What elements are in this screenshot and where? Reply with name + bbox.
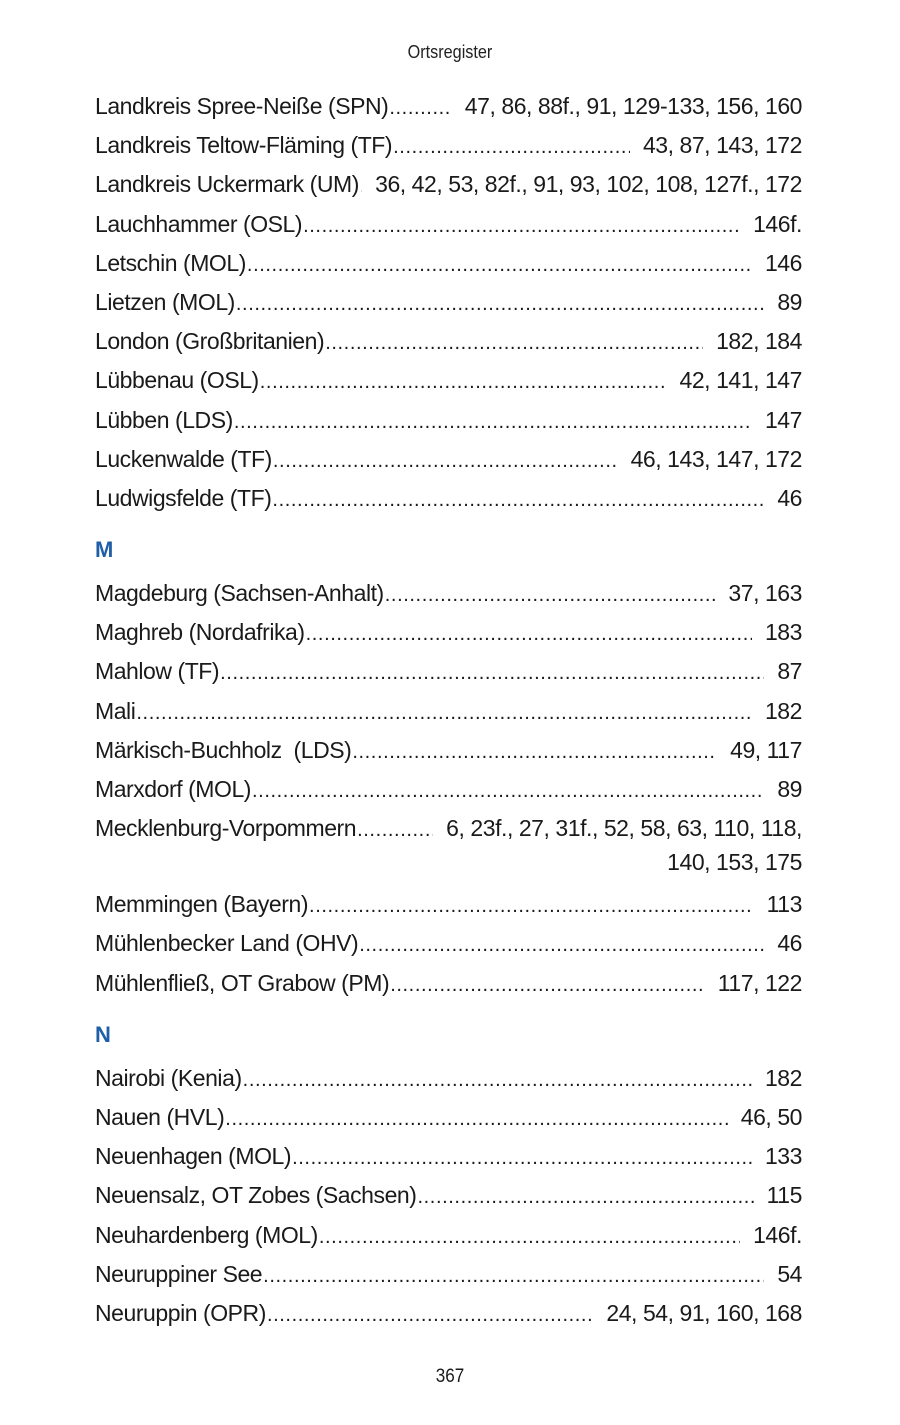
entry-name: Memmingen (Bayern) xyxy=(95,891,309,918)
entry-name: Lübbenau (OSL) xyxy=(95,367,259,394)
entry-name: London (Großbritanien) xyxy=(95,328,325,355)
dot-leader xyxy=(393,128,630,167)
entry-name: Mali xyxy=(95,697,136,724)
dot-leader xyxy=(352,733,717,772)
entry-name: Lauchhammer (OSL) xyxy=(95,210,303,237)
dot-leader xyxy=(243,1061,752,1100)
dot-leader xyxy=(325,324,703,363)
dot-leader xyxy=(136,694,752,733)
dot-leader xyxy=(252,772,764,811)
dot-leader xyxy=(292,1139,752,1178)
dot-leader xyxy=(225,1100,727,1139)
entry-name: Neuruppiner See xyxy=(95,1260,263,1287)
index-entry xyxy=(95,126,802,165)
entry-pages: 6, 23f., 27, 31f., 52, 58, 63, 110, 118, xyxy=(446,815,802,842)
entry-name: Landkreis Spree-Neiße (SPN) xyxy=(95,93,389,119)
entry-pages: 46 xyxy=(777,930,802,957)
entry-pages: 146f. xyxy=(753,210,802,237)
index-entry xyxy=(95,401,802,440)
index-entry xyxy=(95,1255,802,1294)
dot-leader xyxy=(389,89,451,128)
entry-pages: 47, 86, 88f., 91, 129-133, 156, 160 xyxy=(464,93,802,119)
entry-name: Mahlow (TF) xyxy=(95,658,220,685)
entry-name: Magdeburg (Sachsen-Anhalt) xyxy=(95,580,384,607)
dot-leader xyxy=(234,403,752,442)
entry-pages: 46 xyxy=(777,484,802,511)
entry-pages: 182 xyxy=(764,697,802,724)
entry-pages: 133 xyxy=(764,1143,802,1170)
index-entry xyxy=(95,1098,802,1137)
entry-pages: 182 xyxy=(764,1064,802,1091)
entry-name: Mühlenbecker Land (OHV) xyxy=(95,930,359,957)
index-entry xyxy=(95,283,802,322)
running-header: Ortsregister xyxy=(407,42,493,62)
page-number: 367 xyxy=(435,1366,465,1387)
entry-name: Letschin (MOL) xyxy=(95,249,246,276)
dot-leader xyxy=(220,654,764,693)
dot-leader xyxy=(263,1257,764,1296)
index-entry xyxy=(95,574,802,613)
entry-pages: 46, 143, 147, 172 xyxy=(630,445,802,472)
dot-leader xyxy=(359,926,764,965)
entry-pages-continued: 140, 153, 175 xyxy=(667,849,802,876)
entry-name: Luckenwalde (TF) xyxy=(95,445,272,472)
dot-leader xyxy=(309,887,754,926)
entry-name: Landkreis Uckermark (UM) xyxy=(95,171,359,198)
index-entry-multiline xyxy=(95,809,802,885)
entry-pages: 37, 163 xyxy=(728,580,802,607)
entry-name: Landkreis Teltow-Fläming (TF) xyxy=(95,132,393,159)
entry-pages: 87 xyxy=(777,658,802,685)
entry-pages: 89 xyxy=(777,288,802,315)
index-entry xyxy=(95,205,802,244)
index-entry xyxy=(95,479,802,518)
entry-name: Maghreb (Nordafrika) xyxy=(95,619,305,646)
dot-leader xyxy=(272,481,764,520)
entry-pages: 183 xyxy=(764,619,802,646)
index-content xyxy=(95,87,802,1333)
entry-pages: 182, 184 xyxy=(716,328,802,355)
index-entry xyxy=(95,613,802,652)
index-entry xyxy=(95,87,802,126)
entry-name: Neuensalz, OT Zobes (Sachsen) xyxy=(95,1182,417,1209)
entry-pages: 113 xyxy=(766,891,802,918)
entry-pages: 89 xyxy=(777,776,802,802)
index-entry xyxy=(95,692,802,731)
index-entry xyxy=(95,964,802,1003)
entry-name: Marxdorf (MOL) xyxy=(95,776,251,802)
index-entry xyxy=(95,1137,802,1176)
dot-leader xyxy=(267,1296,593,1335)
dot-leader xyxy=(260,363,667,402)
entry-pages: 46, 50 xyxy=(740,1103,802,1130)
index-entry xyxy=(95,770,802,809)
entry-pages: 49, 117 xyxy=(730,736,802,763)
entry-name: Mecklenburg-Vorpommern xyxy=(95,815,357,842)
dot-leader xyxy=(303,207,740,246)
dot-leader xyxy=(319,1218,740,1257)
dot-leader xyxy=(390,966,705,1005)
entry-pages: 42, 141, 147 xyxy=(679,367,802,394)
index-entry xyxy=(95,244,802,283)
entry-name: Lietzen (MOL) xyxy=(95,288,235,315)
entry-name: Neuruppin (OPR) xyxy=(95,1299,266,1326)
entry-pages: 146 xyxy=(764,249,802,276)
index-entry xyxy=(95,924,802,963)
entry-pages: 117, 122 xyxy=(717,969,802,996)
index-entry xyxy=(95,885,802,924)
index-entry xyxy=(95,652,802,691)
dot-leader xyxy=(385,576,716,615)
entry-name: Nauen (HVL) xyxy=(95,1103,225,1130)
dot-leader xyxy=(360,167,362,206)
dot-leader xyxy=(306,615,752,654)
index-entry xyxy=(95,440,802,479)
entry-name: Neuenhagen (MOL) xyxy=(95,1143,292,1170)
index-entry xyxy=(95,1294,802,1333)
entry-name: Lübben (LDS) xyxy=(95,406,233,433)
entry-pages: 115 xyxy=(766,1182,802,1209)
entry-pages: 54 xyxy=(777,1260,802,1287)
index-entry xyxy=(95,322,802,361)
entry-pages: 24, 54, 91, 160, 168 xyxy=(606,1299,802,1326)
index-entry xyxy=(95,1216,802,1255)
entry-name: Nairobi (Kenia) xyxy=(95,1064,242,1091)
entry-pages: 36, 42, 53, 82f., 91, 93, 102, 108, 127f., 172 xyxy=(375,171,802,198)
index-entry xyxy=(95,731,802,770)
section-letter-m: M xyxy=(95,537,114,563)
index-entry xyxy=(95,1059,802,1098)
entry-name: Ludwigsfelde (TF) xyxy=(95,484,272,511)
entry-pages: 146f. xyxy=(753,1221,802,1248)
entry-pages: 147 xyxy=(764,406,802,433)
dot-leader xyxy=(236,285,764,324)
index-entry xyxy=(95,361,802,400)
dot-leader xyxy=(273,442,618,481)
entry-name: Märkisch-Buchholz (LDS) xyxy=(95,736,352,763)
index-entry xyxy=(95,165,802,204)
section-letter-n: N xyxy=(95,1021,111,1047)
entry-pages: 43, 87, 143, 172 xyxy=(642,132,802,159)
entry-name: Neuhardenberg (MOL) xyxy=(95,1221,318,1248)
dot-leader xyxy=(357,814,433,846)
dot-leader xyxy=(247,246,752,285)
dot-leader xyxy=(417,1178,753,1217)
entry-name: Mühlenfließ, OT Grabow (PM) xyxy=(95,969,390,996)
index-entry xyxy=(95,1176,802,1215)
